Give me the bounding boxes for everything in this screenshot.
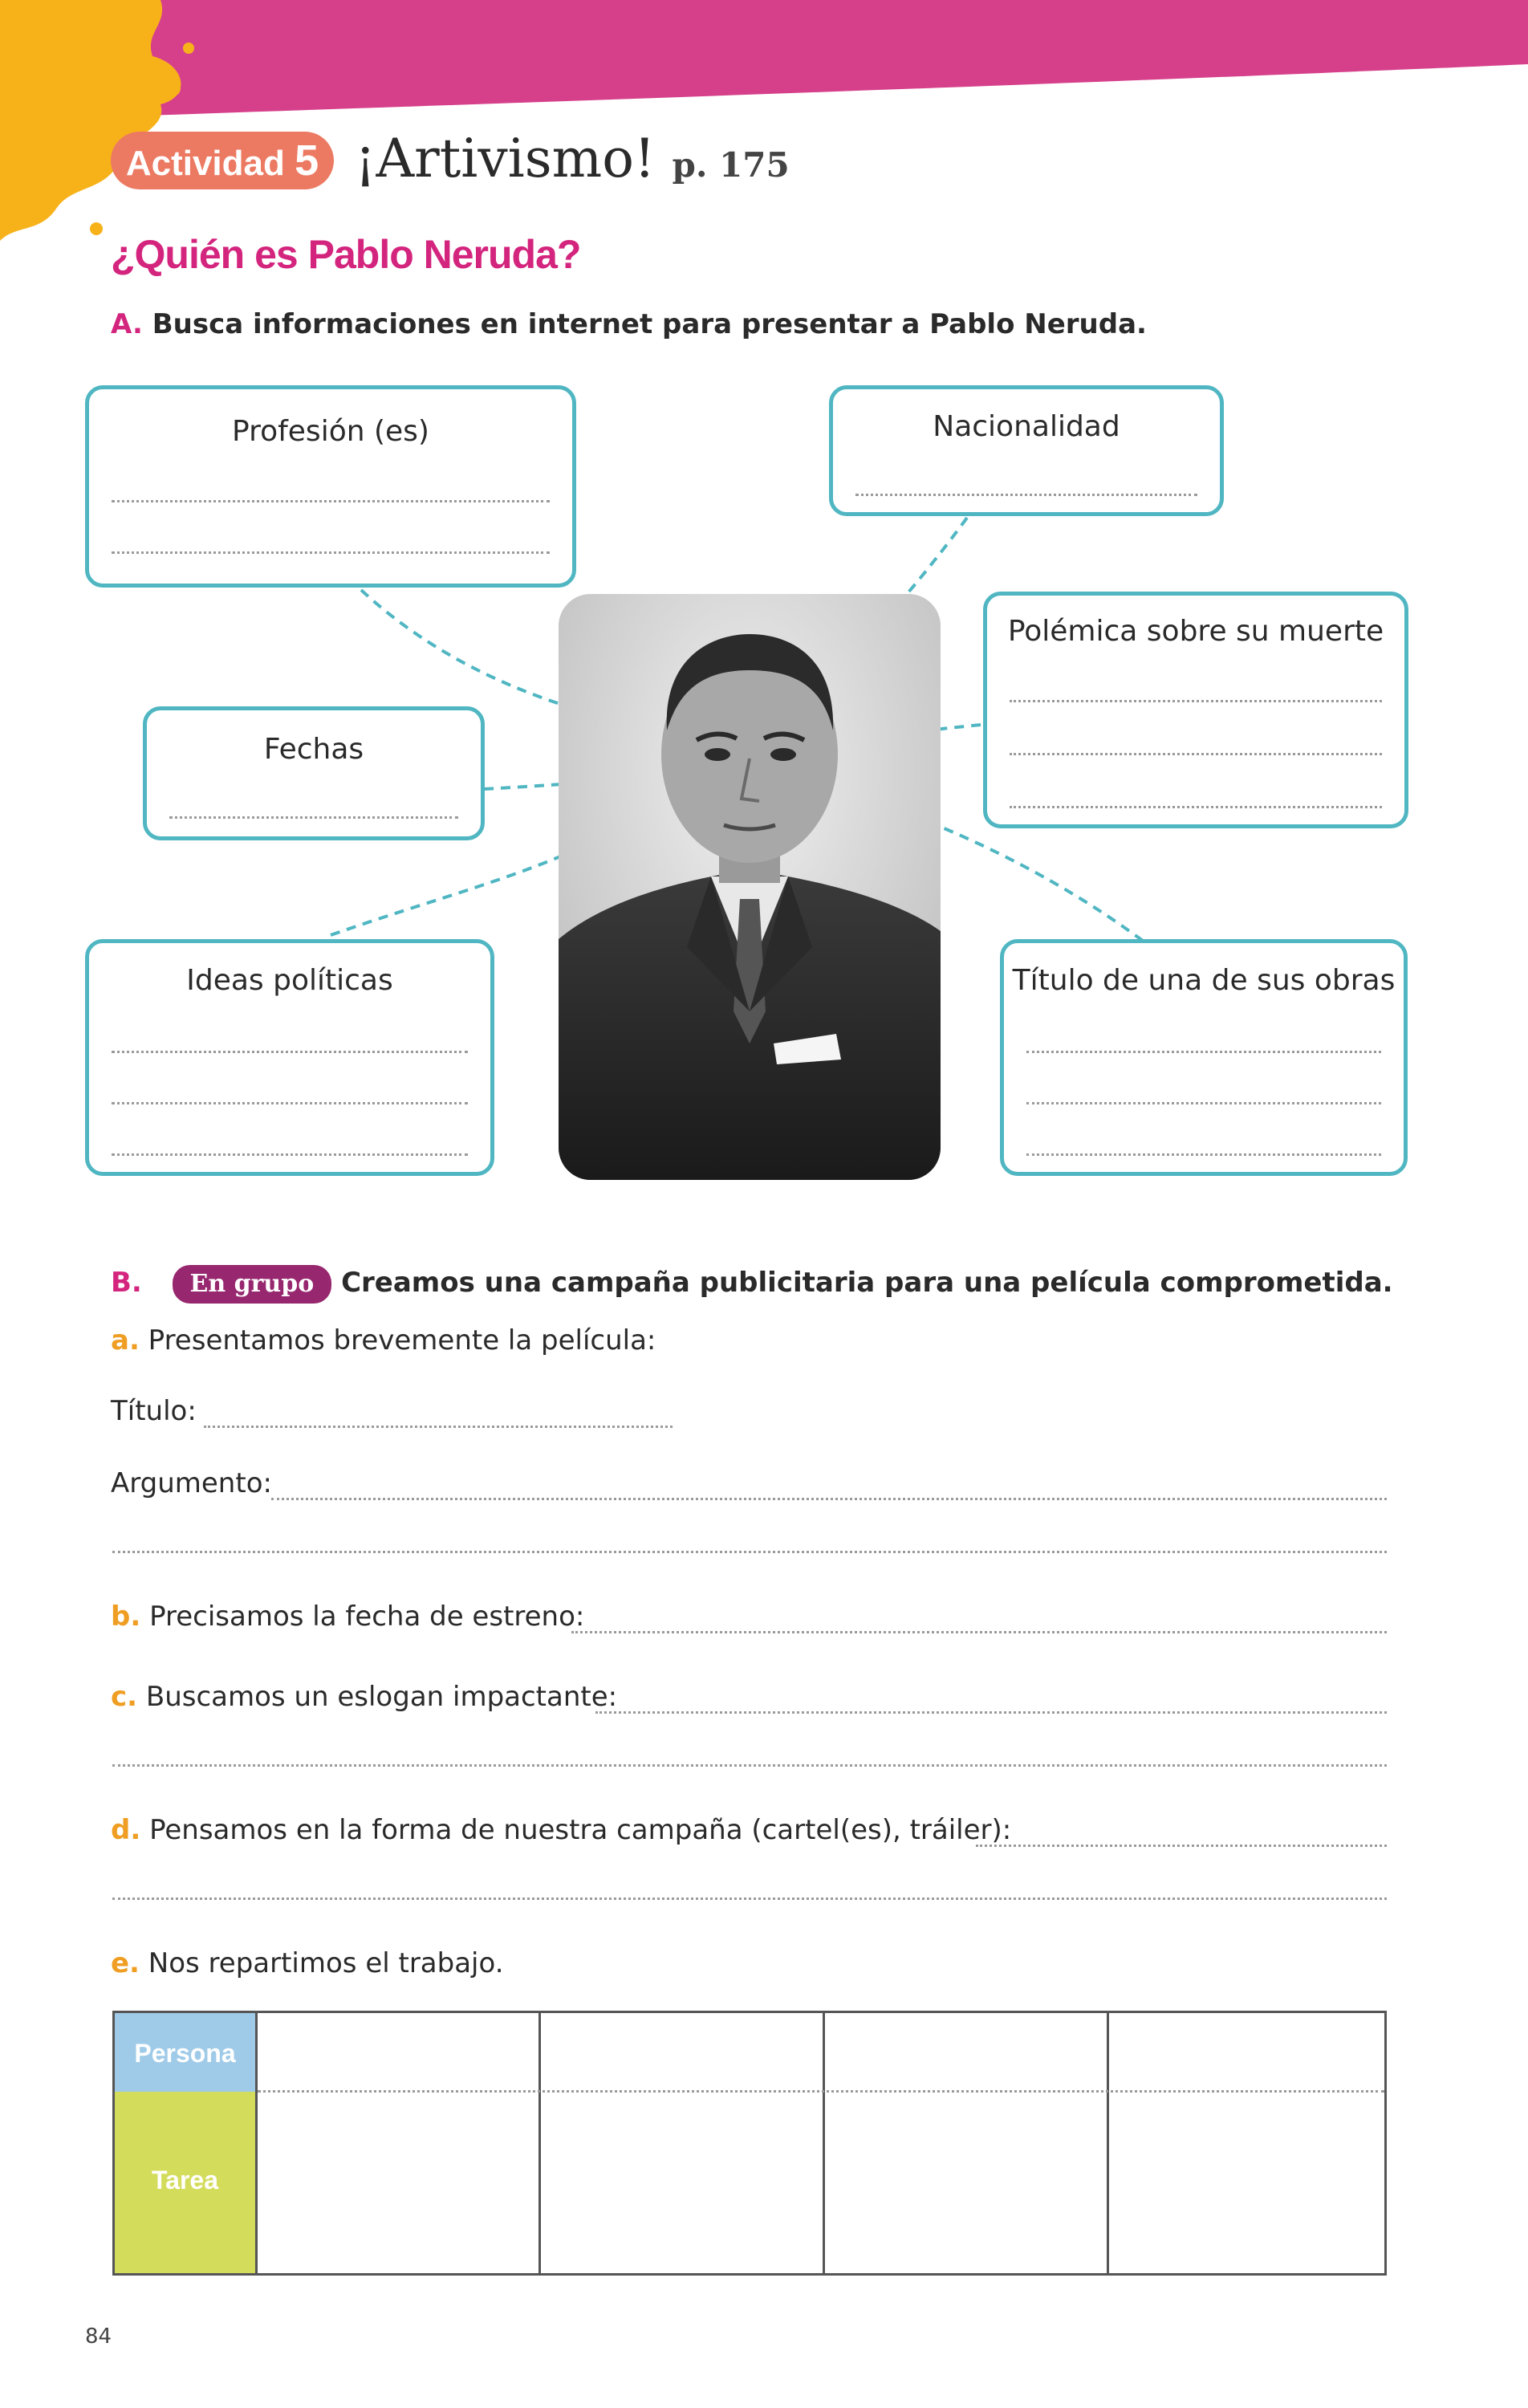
box-ideas-politicas <box>85 939 494 1176</box>
item-b-text: Precisamos la fecha de estreno: <box>149 1601 585 1633</box>
tarea-cell-4[interactable] <box>1109 2093 1384 2273</box>
activity-label: Actividad <box>125 144 285 183</box>
box-profesion <box>85 385 576 588</box>
tarea-header-cell <box>115 2092 255 2273</box>
campana-write-line-2[interactable] <box>112 1898 1387 1900</box>
section-b-instruction <box>111 1263 1393 1304</box>
item-e-letter: e. <box>111 1947 140 1979</box>
write-line[interactable] <box>1026 1153 1381 1156</box>
item-b-letter: b. <box>111 1601 141 1633</box>
item-c <box>111 1681 617 1713</box>
activity-page-ref: p. 175 <box>672 145 790 185</box>
tarea-cell-3[interactable] <box>825 2093 1107 2273</box>
section-a-letter: A. <box>111 308 143 340</box>
box-fechas-title: Fechas <box>263 733 364 766</box>
item-d-text: Pensamos en la forma de nuestra campaña (cartel(es), tráiler): <box>149 1814 1012 1846</box>
pablo-neruda-portrait <box>559 594 941 1180</box>
box-fechas <box>143 706 485 840</box>
portrait-illustration <box>559 594 941 1180</box>
write-line[interactable] <box>112 1051 468 1053</box>
argumento-write-line[interactable] <box>271 1498 1387 1500</box>
section-b-letter: B. <box>111 1267 142 1299</box>
titulo-write-line[interactable] <box>204 1426 673 1428</box>
item-a <box>111 1324 656 1357</box>
activity-number: 5 <box>295 136 319 185</box>
item-d-letter: d. <box>111 1814 141 1846</box>
persona-cell-3[interactable] <box>825 2013 1107 2090</box>
box-ideas-title: Ideas políticas <box>186 964 393 997</box>
item-b <box>111 1601 584 1633</box>
section-a-text: Busca informaciones en internet para presentar a Pablo Neruda. <box>152 308 1147 340</box>
item-c-letter: c. <box>111 1681 138 1713</box>
write-line[interactable] <box>112 1153 468 1156</box>
write-line[interactable] <box>112 1102 468 1104</box>
tarea-label: Tarea <box>151 2166 218 2194</box>
write-line[interactable] <box>1026 1102 1381 1104</box>
persona-cell-4[interactable] <box>1109 2013 1384 2090</box>
fecha-write-line[interactable] <box>571 1631 1387 1633</box>
argumento-write-line-2[interactable] <box>112 1551 1387 1553</box>
box-polemica-title: Polémica sobre su muerte <box>1007 615 1384 648</box>
write-line[interactable] <box>112 500 550 502</box>
item-a-letter: a. <box>111 1324 140 1357</box>
write-line[interactable] <box>1010 806 1382 808</box>
tarea-cell-2[interactable] <box>541 2093 823 2273</box>
item-e <box>111 1947 504 1979</box>
item-a-text: Presentamos brevemente la película: <box>148 1324 656 1357</box>
box-profesion-title: Profesión (es) <box>232 415 429 448</box>
tarea-cell-1[interactable] <box>258 2093 538 2273</box>
write-line[interactable] <box>169 816 458 819</box>
section-b-text: Creamos una campaña publicitaria para una película comprometida. <box>341 1267 1393 1299</box>
activity-title-text: ¡Artivismo! <box>355 128 656 189</box>
campana-write-line[interactable] <box>976 1845 1387 1847</box>
persona-cell-1[interactable] <box>258 2013 538 2090</box>
item-e-text: Nos repartimos el trabajo. <box>148 1947 504 1979</box>
titulo-label: Título: <box>111 1395 197 1427</box>
item-c-text: Buscamos un eslogan impactante: <box>145 1681 618 1713</box>
eslogan-write-line[interactable] <box>595 1711 1387 1714</box>
persona-cell-2[interactable] <box>541 2013 823 2090</box>
box-nacionalidad <box>829 385 1224 516</box>
page-number: 84 <box>85 2325 112 2349</box>
en-grupo-badge: En grupo <box>173 1265 332 1304</box>
write-line[interactable] <box>112 551 550 554</box>
eslogan-write-line-2[interactable] <box>112 1764 1387 1767</box>
argumento-label: Argumento: <box>111 1467 272 1499</box>
persona-header-cell <box>115 2013 255 2092</box>
box-titulo-obra <box>1000 939 1408 1176</box>
box-nacionalidad-title: Nacionalidad <box>933 410 1120 443</box>
write-line[interactable] <box>1026 1051 1381 1053</box>
write-line[interactable] <box>1010 753 1382 755</box>
write-line[interactable] <box>1010 700 1382 702</box>
box-polemica <box>983 592 1408 828</box>
box-titulo-obra-title: Título de una de sus obras <box>1012 964 1396 997</box>
section-question: ¿Quién es Pablo Neruda? <box>111 232 581 277</box>
persona-label: Persona <box>134 2039 236 2068</box>
work-table <box>112 2011 1387 2276</box>
item-d <box>111 1814 1011 1846</box>
write-line[interactable] <box>855 494 1197 496</box>
